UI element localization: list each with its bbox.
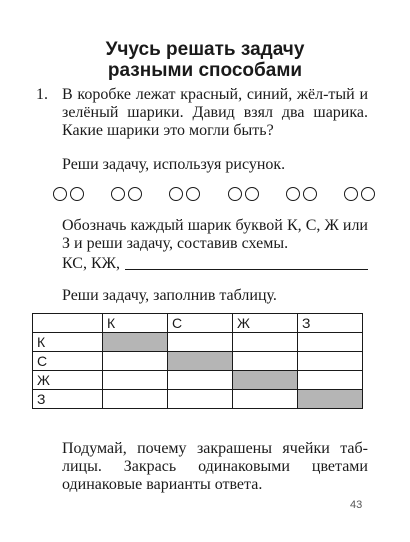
table-cell[interactable] xyxy=(233,352,298,371)
table-cell[interactable] xyxy=(103,390,168,409)
table-row xyxy=(33,333,363,352)
circle-pair xyxy=(53,187,84,201)
table-header-row xyxy=(33,314,363,333)
table-corner-cell xyxy=(33,314,103,333)
shaded-cell xyxy=(233,371,298,390)
instruction-picture: Реши задачу, используя рисунок. xyxy=(62,156,286,173)
circle-pair xyxy=(111,187,142,201)
circle-icon[interactable] xyxy=(70,187,84,201)
circle-pair xyxy=(286,187,317,201)
circle-icon[interactable] xyxy=(286,187,300,201)
circle-icon[interactable] xyxy=(361,187,375,201)
column-header: С xyxy=(168,314,233,333)
circle-icon[interactable] xyxy=(303,187,317,201)
row-header: С xyxy=(33,352,103,371)
circle-pairs xyxy=(53,182,375,206)
table-row xyxy=(33,371,363,390)
page-number: 43 xyxy=(350,499,363,511)
shaded-cell xyxy=(103,333,168,352)
answer-blank-line[interactable] xyxy=(125,269,368,270)
table-cell[interactable] xyxy=(103,371,168,390)
circle-icon[interactable] xyxy=(53,187,67,201)
answer-prefix: КС, КЖ, xyxy=(62,255,120,272)
instruction-table: Реши задачу, заполнив таблицу. xyxy=(62,287,277,304)
table-cell[interactable] xyxy=(298,371,363,390)
row-header: З xyxy=(33,390,103,409)
circle-icon[interactable] xyxy=(111,187,125,201)
circle-icon[interactable] xyxy=(169,187,183,201)
table-cell[interactable] xyxy=(233,390,298,409)
circle-icon[interactable] xyxy=(344,187,358,201)
instruction-schemes: Обозначь каждый шарик буквой К, С, Ж или З и реши задачу, составив схемы. xyxy=(62,217,368,252)
table-row xyxy=(33,352,363,371)
table-cell[interactable] xyxy=(168,333,233,352)
table-cell[interactable] xyxy=(168,390,233,409)
combination-table xyxy=(32,313,363,409)
circle-pair xyxy=(169,187,200,201)
table-cell[interactable] xyxy=(298,352,363,371)
column-header: З xyxy=(298,314,363,333)
page-title-line1: Учусь решать задачу xyxy=(105,39,305,60)
column-header: Ж xyxy=(233,314,298,333)
table-cell[interactable] xyxy=(103,352,168,371)
column-header: К xyxy=(103,314,168,333)
circle-icon[interactable] xyxy=(245,187,259,201)
closing-text: Подумай, почему закрашены ячейки таб-лицы. Закрась одинаковыми цветами одинаковые варианты ответа. xyxy=(62,440,368,493)
circle-pair xyxy=(344,187,375,201)
shaded-cell xyxy=(168,352,233,371)
circle-icon[interactable] xyxy=(186,187,200,201)
table-cell[interactable] xyxy=(168,371,233,390)
circle-pair xyxy=(228,187,259,201)
table-cell[interactable] xyxy=(298,333,363,352)
page-title-line2: разными способами xyxy=(107,60,303,81)
shaded-cell xyxy=(298,390,363,409)
table-cell[interactable] xyxy=(233,333,298,352)
circle-icon[interactable] xyxy=(128,187,142,201)
table-row xyxy=(33,390,363,409)
row-header: Ж xyxy=(33,371,103,390)
row-header: К xyxy=(33,333,103,352)
problem-number: 1. xyxy=(36,86,48,103)
problem-text: В коробке лежат красный, синий, жёл-тый и зелёный шарики. Давид взял два шарика. Какие шарики это могли быть? xyxy=(62,86,368,139)
circle-icon[interactable] xyxy=(228,187,242,201)
